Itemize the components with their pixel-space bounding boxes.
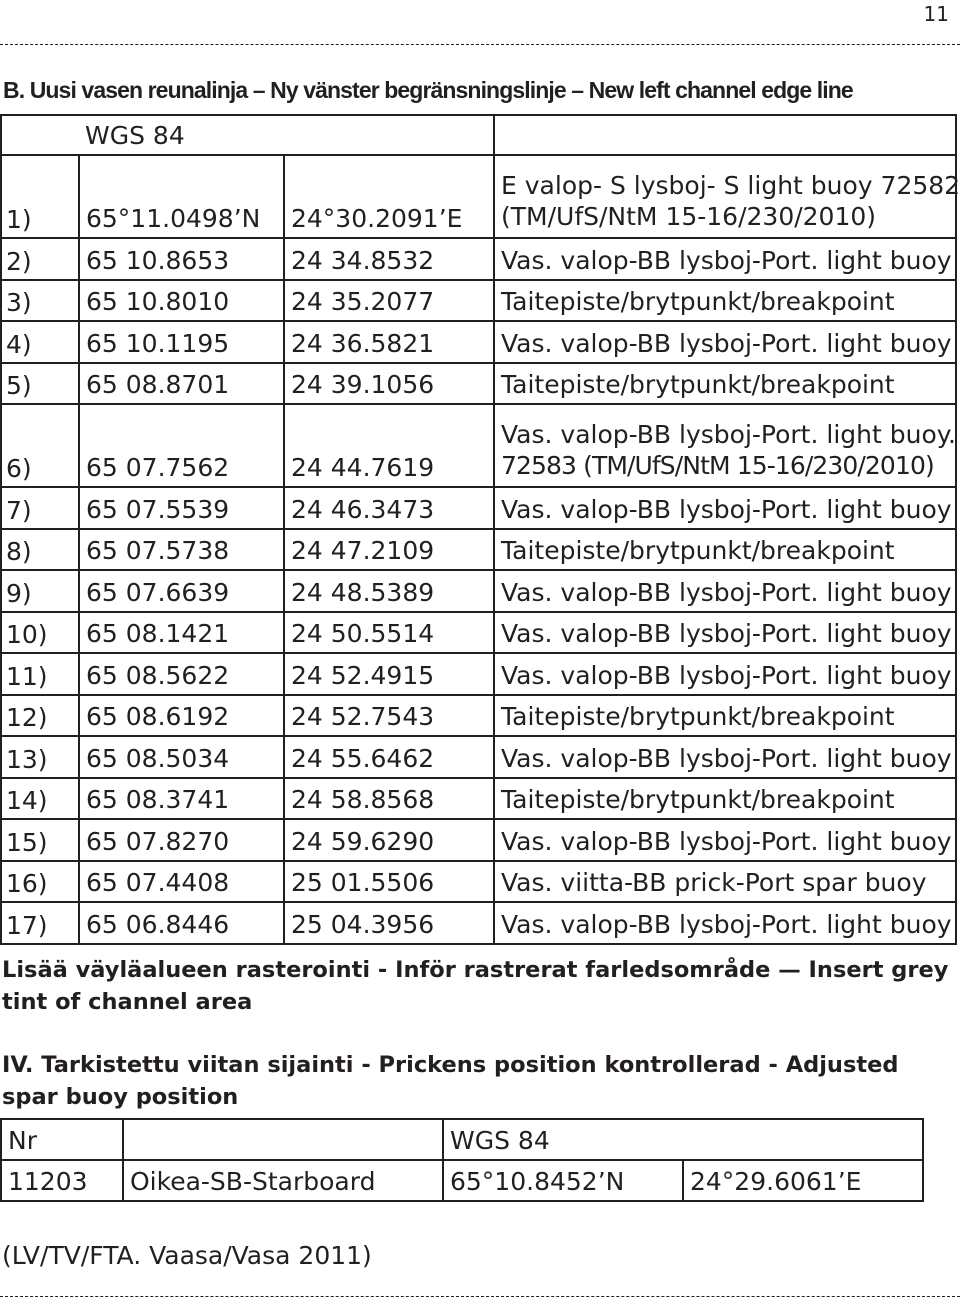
- latitude: 65 08.6192: [79, 695, 284, 737]
- latitude: 65 07.8270: [79, 819, 284, 861]
- table-row: [1, 487, 956, 529]
- table-row: [1, 861, 956, 903]
- buoy-latitude: 65°10.8452’N: [443, 1160, 683, 1201]
- latitude: 65°11.0498’N: [79, 155, 284, 238]
- latitude: 65 10.1195: [79, 321, 284, 363]
- source-note: (LV/TV/FTA. Vaasa/Vasa 2011): [2, 1241, 372, 1270]
- table-row: [1, 321, 956, 363]
- row-number: 13): [1, 736, 79, 778]
- row-number: 7): [1, 487, 79, 529]
- description: Taitepiste/brytpunkt/breakpoint: [494, 363, 956, 405]
- latitude: 65 07.4408: [79, 861, 284, 903]
- row-number: 14): [1, 778, 79, 820]
- description: Vas. valop-BB lysboj-Port. light buoy: [494, 238, 956, 280]
- page-number: 11: [923, 2, 949, 26]
- longitude: 24 52.4915: [284, 653, 494, 695]
- longitude: 24 44.7619: [284, 404, 494, 487]
- longitude: 24 36.5821: [284, 321, 494, 363]
- row-number: 17): [1, 902, 79, 944]
- row-number: 2): [1, 238, 79, 280]
- description: Vas. valop-BB lysboj-Port. light buoy: [494, 612, 956, 654]
- bottom-dashed-rule: [0, 1296, 960, 1297]
- description: Vas. viitta-BB prick-Port spar buoy: [494, 861, 956, 903]
- type-header: [123, 1119, 443, 1160]
- row-number: 16): [1, 861, 79, 903]
- longitude: 24 34.8532: [284, 238, 494, 280]
- table-row: [1, 819, 956, 861]
- description: Vas. valop-BB lysboj-Port. light buoy: [494, 902, 956, 944]
- table-row: [1, 902, 956, 944]
- buoy-type: Oikea-SB-Starboard: [123, 1160, 443, 1201]
- row-number: 15): [1, 819, 79, 861]
- lon-header: [683, 1119, 923, 1160]
- table-row: [1, 404, 956, 487]
- longitude: 24 48.5389: [284, 570, 494, 612]
- spar-table-row: [1, 1160, 923, 1201]
- channel-edge-table: [0, 114, 960, 945]
- row-number: 6): [1, 404, 79, 487]
- description-line: E valop- S lysboj- S light buoy 72582: [501, 171, 960, 200]
- nr-header: Nr: [1, 1119, 123, 1160]
- description: Taitepiste/brytpunkt/breakpoint: [494, 695, 956, 737]
- top-dashed-rule: [0, 44, 960, 45]
- description-line: (TM/UfS/NtM 15-16/230/2010): [501, 202, 877, 231]
- description: Vas. valop-BB lysboj-Port. light buoy: [494, 653, 956, 695]
- latitude: 65 08.5034: [79, 736, 284, 778]
- longitude: 24 52.7543: [284, 695, 494, 737]
- table-row: [1, 280, 956, 322]
- description: Vas. valop-BB lysboj-Port. light buoy: [494, 321, 956, 363]
- row-number: 12): [1, 695, 79, 737]
- latitude: 65 08.1421: [79, 612, 284, 654]
- buoy-number: 11203: [1, 1160, 123, 1201]
- longitude: 24 59.6290: [284, 819, 494, 861]
- longitude: 24 50.5514: [284, 612, 494, 654]
- table-row: [1, 155, 956, 238]
- latitude: 65 08.8701: [79, 363, 284, 405]
- datum-header: WGS 84: [79, 115, 494, 155]
- table-row: [1, 363, 956, 405]
- spar-buoy-table: [0, 1118, 924, 1202]
- table-header-row: [1, 115, 956, 155]
- longitude: 25 01.5506: [284, 861, 494, 903]
- section-b-heading: B. Uusi vasen reunalinja – Ny vänster begränsningslinje – New left channel edge line: [3, 77, 853, 103]
- description: Vas. valop-BB lysboj-Port. light buoy: [494, 570, 956, 612]
- description: Taitepiste/brytpunkt/breakpoint: [494, 529, 956, 571]
- longitude: 24 39.1056: [284, 363, 494, 405]
- longitude: 24 58.8568: [284, 778, 494, 820]
- raster-note: Lisää väyläalueen rasterointi - Inför rastrerat farledsområde — Insert grey tint of channel area: [2, 957, 949, 1015]
- longitude: 24 55.6462: [284, 736, 494, 778]
- row-number: 3): [1, 280, 79, 322]
- adjusted-spar-note: IV. Tarkistettu viitan sijainti - Prickens position kontrollerad - Adjusted spar buoy position: [2, 1052, 899, 1110]
- latitude: 65 08.5622: [79, 653, 284, 695]
- table-row: [1, 570, 956, 612]
- table-row: [1, 653, 956, 695]
- latitude: 65 07.5539: [79, 487, 284, 529]
- latitude: 65 10.8653: [79, 238, 284, 280]
- row-number: 4): [1, 321, 79, 363]
- datum-header: WGS 84: [443, 1119, 683, 1160]
- longitude: 24 47.2109: [284, 529, 494, 571]
- buoy-longitude: 24°29.6061’E: [683, 1160, 923, 1201]
- longitude: 24 46.3473: [284, 487, 494, 529]
- longitude: 24°30.2091’E: [284, 155, 494, 238]
- latitude: 65 07.5738: [79, 529, 284, 571]
- latitude: 65 07.7562: [79, 404, 284, 487]
- table-row: [1, 736, 956, 778]
- row-number: 5): [1, 363, 79, 405]
- spar-table-header-row: [1, 1119, 923, 1160]
- description: Vas. valop-BB lysboj-Port. light buoy: [494, 819, 956, 861]
- table-row: [1, 612, 956, 654]
- latitude: 65 08.3741: [79, 778, 284, 820]
- description-line: 72583 (TM/UfS/NtM 15-16/230/2010): [501, 451, 934, 480]
- longitude: 25 04.3956: [284, 902, 494, 944]
- table-row: [1, 695, 956, 737]
- description: Taitepiste/brytpunkt/breakpoint: [494, 778, 956, 820]
- longitude: 24 35.2077: [284, 280, 494, 322]
- latitude: 65 07.6639: [79, 570, 284, 612]
- row-number: 10): [1, 612, 79, 654]
- description: Taitepiste/brytpunkt/breakpoint: [494, 280, 956, 322]
- description: [494, 155, 960, 238]
- latitude: 65 10.8010: [79, 280, 284, 322]
- description: Vas. valop-BB lysboj-Port. light buoy: [494, 736, 956, 778]
- description: [494, 404, 956, 487]
- row-number: 9): [1, 570, 79, 612]
- row-number: 8): [1, 529, 79, 571]
- description: Vas. valop-BB lysboj-Port. light buoy: [494, 487, 956, 529]
- table-row: [1, 238, 956, 280]
- latitude: 65 06.8446: [79, 902, 284, 944]
- row-number: 11): [1, 653, 79, 695]
- description-line: Vas. valop-BB lysboj-Port. light buoy.: [501, 420, 956, 449]
- table-row: [1, 778, 956, 820]
- table-row: [1, 529, 956, 571]
- row-number: 1): [1, 155, 79, 238]
